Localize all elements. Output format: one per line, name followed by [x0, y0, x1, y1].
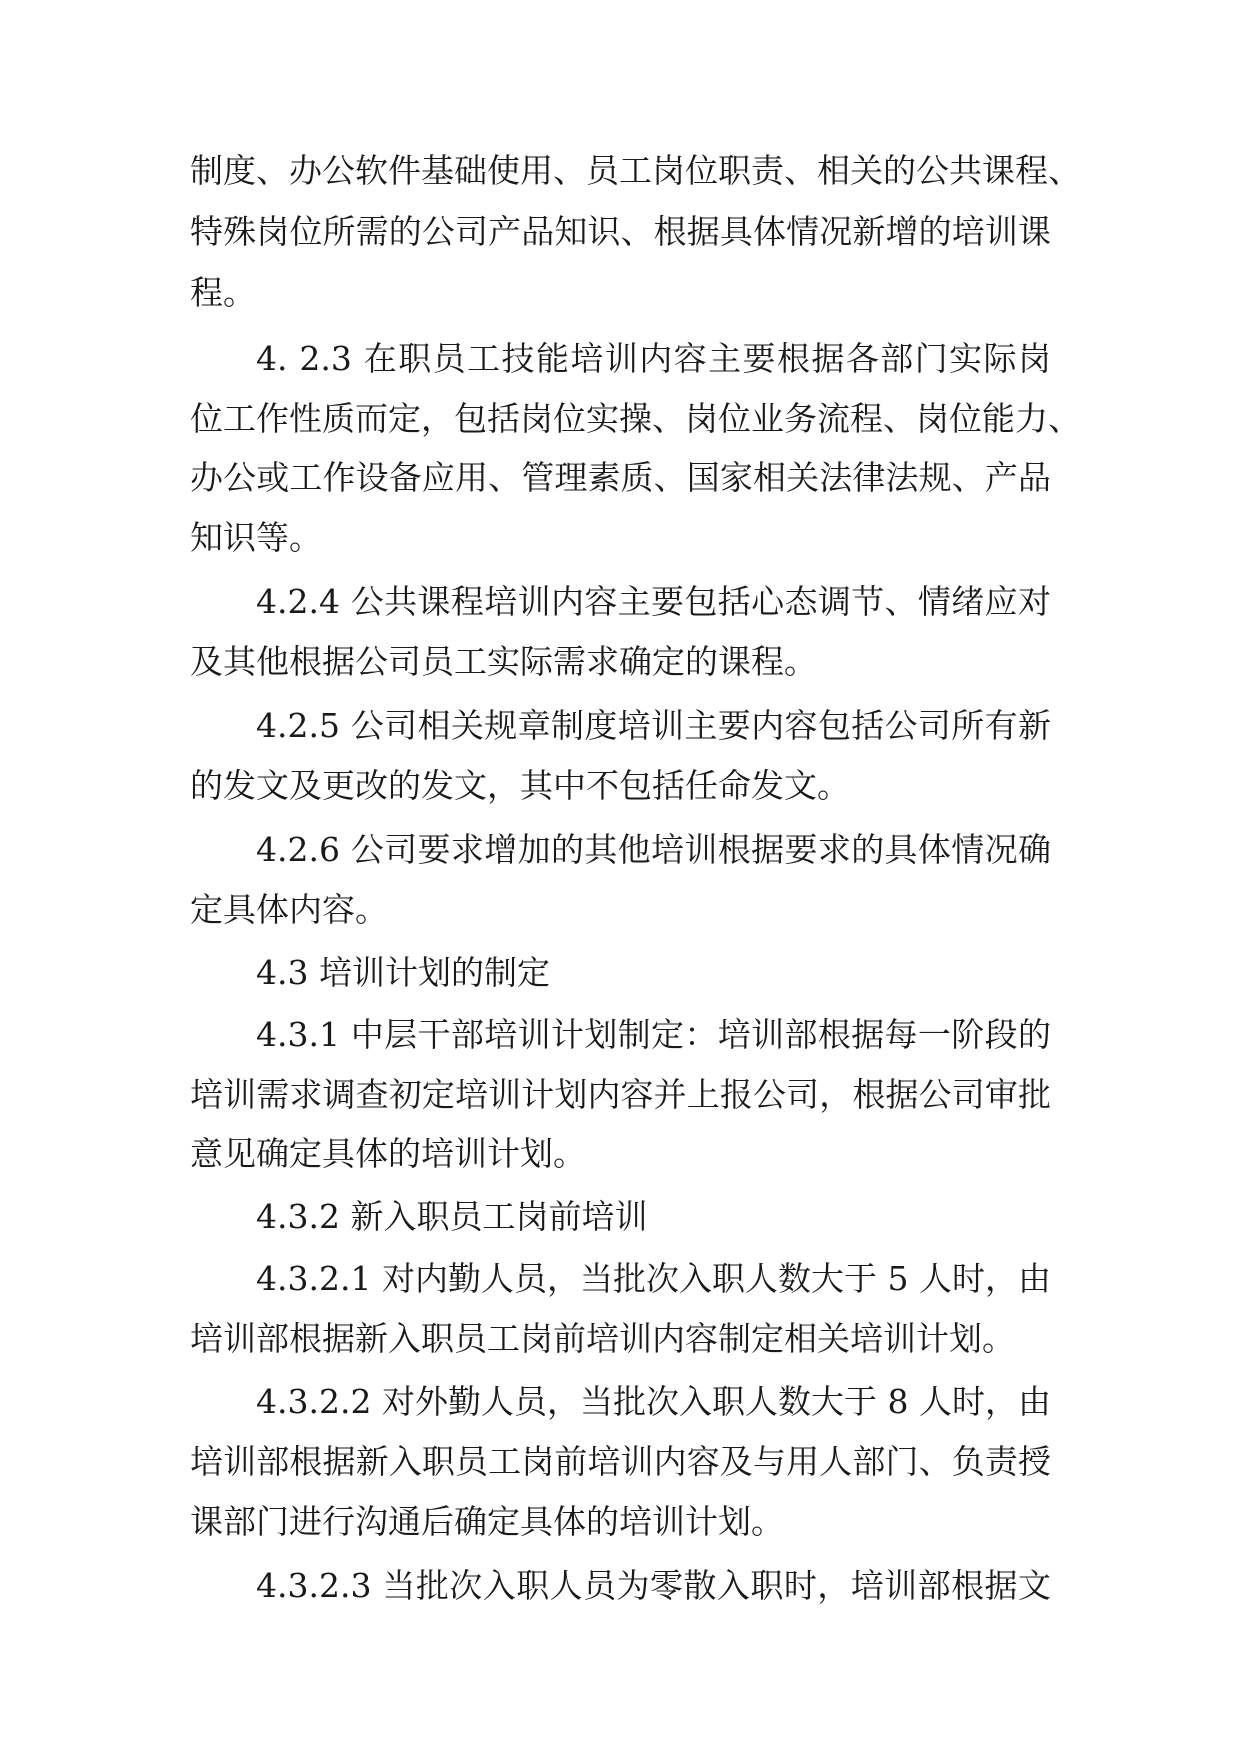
- text-line: 制度、办公软件基础使用、员工岗位职责、相关的公共课程、: [190, 151, 1081, 190]
- text-line: 及其他根据公司员工实际需求确定的课程。: [190, 642, 817, 681]
- text-line: 办公或工作设备应用、管理素质、国家相关法律法规、产品: [190, 458, 1051, 497]
- text-line: 知识等。: [190, 518, 322, 557]
- subsection-heading: 4.3.2 新入职员工岗前培训: [256, 1197, 648, 1236]
- text-line: 位工作性质而定，包括岗位实操、岗位业务流程、岗位能力、: [190, 399, 1081, 438]
- text-line: 定具体内容。: [190, 890, 388, 929]
- text-line: 4. 2.3 在职员工技能培训内容主要根据各部门实际岗: [256, 339, 1051, 378]
- text-line: 4.3.2.2 对外勤人员，当批次入职人数大于 8 人时，由: [256, 1382, 1051, 1421]
- text-line: 4.3.2.3 当批次入职人员为零散入职时，培训部根据文: [256, 1566, 1051, 1605]
- text-line: 特殊岗位所需的公司产品知识、根据具体情况新增的培训课: [190, 212, 1051, 251]
- text-line: 的发文及更改的发文，其中不包括任命发文。: [190, 766, 850, 805]
- text-line: 程。: [190, 273, 256, 312]
- text-line: 培训部根据新入职员工岗前培训内容制定相关培训计划。: [190, 1319, 1015, 1358]
- text-line: 4.3.1 中层干部培训计划制定：培训部根据每一阶段的: [256, 1015, 1051, 1054]
- text-line: 培训部根据新入职员工岗前培训内容及与用人部门、负责授: [190, 1442, 1051, 1481]
- text-line: 4.2.4 公共课程培训内容主要包括心态调节、情绪应对: [256, 582, 1051, 621]
- text-line: 4.2.5 公司相关规章制度培训主要内容包括公司所有新: [256, 706, 1051, 745]
- text-line: 培训需求调查初定培训计划内容并上报公司，根据公司审批: [190, 1075, 1051, 1114]
- text-line: 意见确定具体的培训计划。: [190, 1134, 586, 1173]
- text-line: 4.3.2.1 对内勤人员，当批次入职人数大于 5 人时，由: [256, 1259, 1051, 1298]
- section-heading: 4.3 培训计划的制定: [256, 953, 550, 992]
- text-line: 课部门进行沟通后确定具体的培训计划。: [190, 1502, 784, 1541]
- text-line: 4.2.6 公司要求增加的其他培训根据要求的具体情况确: [256, 830, 1051, 869]
